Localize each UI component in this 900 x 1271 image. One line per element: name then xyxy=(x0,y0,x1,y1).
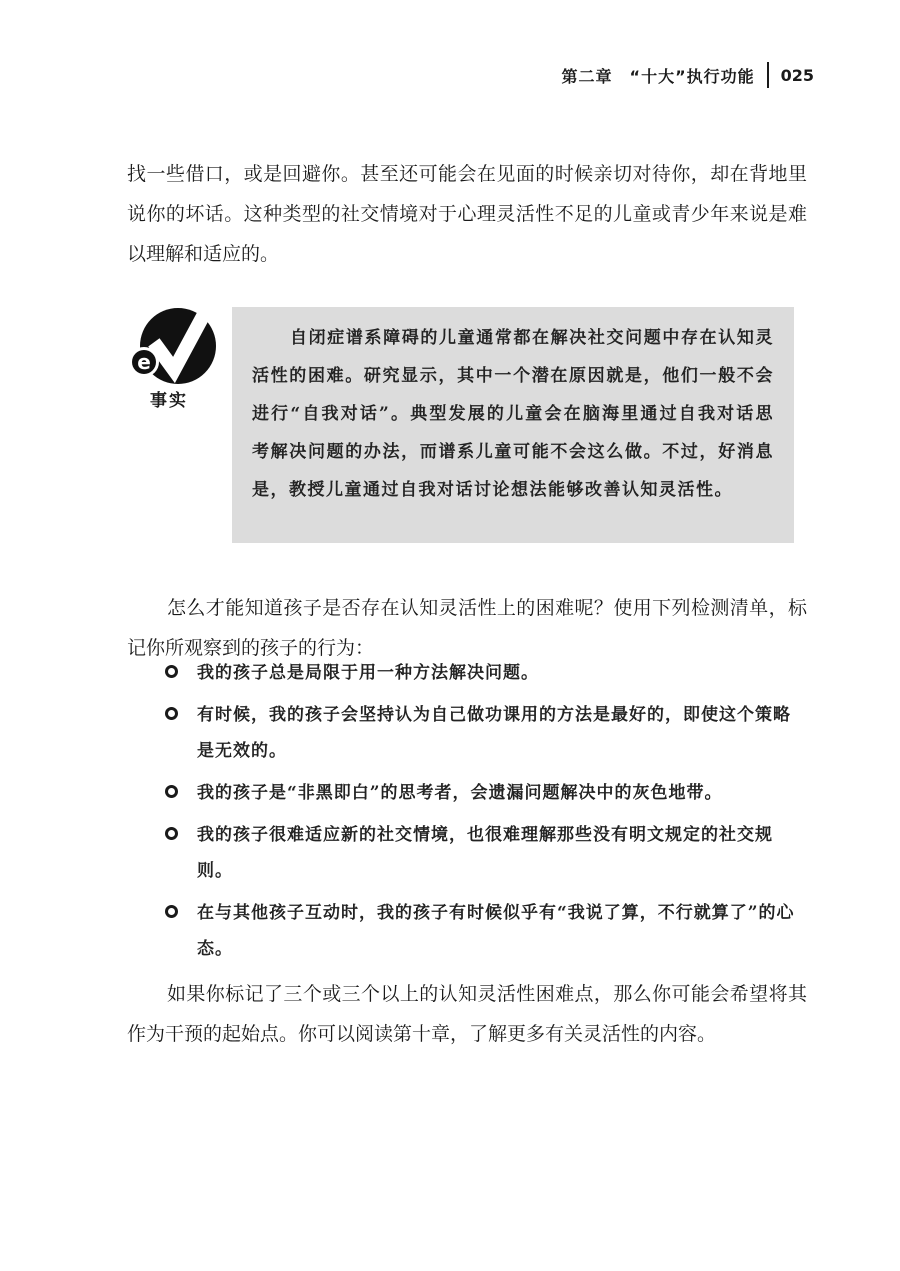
checklist-item-text: 我的孩子总是局限于用一种方法解决问题。 xyxy=(197,663,539,683)
checklist-item-text: 有时候，我的孩子会坚持认为自己做功课用的方法是最好的，即使这个策略是无效的。 xyxy=(197,705,791,761)
checklist-item xyxy=(163,817,803,889)
fact-logo-letter: e xyxy=(137,350,151,374)
page-number: 025 xyxy=(780,65,814,85)
checklist-item xyxy=(163,895,803,967)
fact-text: 自闭症谱系障碍的儿童通常都在解决社交问题中存在认知灵活性的困难。研究显示，其中一个潜在原因就是，他们一般不会进行“自我对话”。典型发展的儿童会在脑海里通过自我对话思考解决问题的办法，而谱系儿童可能不会这么做。不过，好消息是，教授儿童通过自我对话讨论想法能够改善认知灵活性。 xyxy=(252,328,774,500)
checkbox-circle-icon[interactable] xyxy=(165,827,178,840)
checkbox-circle-icon[interactable] xyxy=(165,665,178,678)
checkbox-circle-icon[interactable] xyxy=(165,785,178,798)
checklist-item xyxy=(163,697,803,769)
running-header xyxy=(562,62,814,88)
checkbox-circle-icon[interactable] xyxy=(165,707,178,720)
chapter-title: 第二章 “十大”执行功能 xyxy=(561,66,755,86)
fact-callout-box xyxy=(232,307,794,543)
checklist-item-text: 在与其他孩子互动时，我的孩子有时候似乎有“我说了算，不行就算了”的心态。 xyxy=(197,903,795,959)
fact-label: 事实 xyxy=(150,391,188,411)
header-divider xyxy=(767,62,769,88)
checklist-item-text: 我的孩子很难适应新的社交情境，也很难理解那些没有明文规定的社交规则。 xyxy=(197,825,773,881)
checklist-item xyxy=(163,775,803,811)
checkbox-circle-icon[interactable] xyxy=(165,905,178,918)
checklist-intro: 怎么才能知道孩子是否存在认知灵活性上的困难呢？使用下列检测清单，标记你所观察到的孩子的行为： xyxy=(127,597,807,659)
paragraph-continued: 找一些借口，或是回避你。甚至还可能会在见面的时候亲切对待你，却在背地里说你的坏话。这种类型的社交情境对于心理灵活性不足的儿童或青少年来说是难以理解和适应的。 xyxy=(127,163,807,265)
checklist-item-text: 我的孩子是“非黑即白”的思考者，会遗漏问题解决中的灰色地带。 xyxy=(197,783,723,803)
checklist-item xyxy=(163,655,803,691)
behavior-checklist xyxy=(163,655,803,973)
closing-paragraph: 如果你标记了三个或三个以上的认知灵活性困难点，那么你可能会希望将其作为干预的起始点。你可以阅读第十章，了解更多有关灵活性的内容。 xyxy=(127,983,807,1045)
